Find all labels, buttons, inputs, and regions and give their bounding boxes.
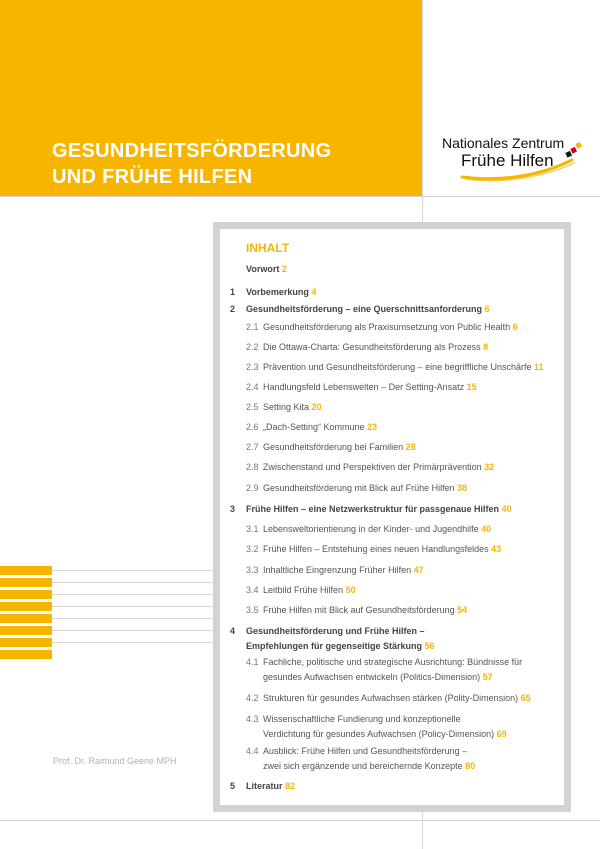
- toc-entry-title: Prävention und Gesundheitsförderung – eine begriffliche Unschärfe: [263, 362, 532, 372]
- toc-entry-title: Literatur: [246, 781, 283, 791]
- toc-entry-number: 2.2: [246, 342, 259, 352]
- toc-entry-number: 3.1: [246, 524, 259, 534]
- toc-card: [213, 222, 571, 812]
- toc-entry-title: Strukturen für gesundes Aufwachsen stärken (Polity-Dimension): [263, 693, 519, 703]
- toc-entry-page: 38: [457, 483, 468, 493]
- toc-entry-number: 2.1: [246, 322, 259, 332]
- toc-entry-title: Gesundheitsförderung bei Familien: [263, 442, 404, 452]
- toc-entry-title: „Dach-Setting“ Kommune: [263, 422, 365, 432]
- toc-entry-page: 8: [483, 342, 489, 352]
- toc-entry-title: Setting Kita: [263, 402, 310, 412]
- toc-entry-number: 4.1: [246, 657, 259, 667]
- toc-entry-title: Leitbild Frühe Hilfen: [263, 585, 344, 595]
- toc-entry-title: Frühe Hilfen – Entstehung eines neuen Handlungsfeldes: [263, 544, 489, 554]
- toc-entry-number: 4.2: [246, 693, 259, 703]
- logo-text-line2: Frühe Hilfen: [461, 151, 554, 170]
- stripe-line: [52, 618, 214, 619]
- toc-entry-number: 2.7: [246, 442, 259, 452]
- stripe: [0, 614, 52, 623]
- toc-entry-number: 3.5: [246, 605, 259, 615]
- toc-entry-title: zwei sich ergänzende und bereichernde Konzepte: [263, 761, 463, 771]
- toc-entry-number: 2.5: [246, 402, 259, 412]
- toc-entry-title: Zwischenstand und Perspektiven der Primärprävention: [263, 462, 482, 472]
- toc-entry-title: Lebensweltorientierung in der Kinder- und Jugendhilfe: [263, 524, 479, 534]
- stripe-line: [52, 630, 214, 631]
- toc-entry-page: 6: [484, 304, 490, 314]
- toc-entry-page: 82: [285, 781, 296, 791]
- toc-entry-number: 2.3: [246, 362, 259, 372]
- toc-entry-title: Handlungsfeld Lebenswelten – Der Setting-Ansatz: [263, 382, 465, 392]
- toc-entry-number: 4.4: [246, 746, 259, 756]
- toc-entry-title: Vorbemerkung: [246, 287, 309, 297]
- toc-entry-title: Frühe Hilfen mit Blick auf Gesundheitsförderung: [263, 605, 455, 615]
- toc-entry-number: 5: [230, 781, 236, 791]
- stripe: [0, 626, 52, 635]
- toc-entry-number: 3: [230, 504, 236, 514]
- toc-entry-page: 57: [482, 672, 493, 682]
- toc-entry-title: Die Ottawa-Charta: Gesundheitsförderung als Prozess: [263, 342, 481, 352]
- toc-entry-page: 47: [413, 565, 424, 575]
- stripe: [0, 638, 52, 647]
- toc-entry-title: Fachliche, politische und strategische Ausrichtung: Bündnisse für: [263, 657, 523, 667]
- toc-entry-number: 1: [230, 287, 236, 297]
- toc-entry-page: 69: [496, 729, 507, 739]
- grid-line: [0, 820, 600, 821]
- toc-entry-page: 28: [405, 442, 416, 452]
- stripe: [0, 590, 52, 599]
- toc-entry-page: 43: [491, 544, 502, 554]
- toc-entry-page: 11: [534, 362, 544, 372]
- stripe: [0, 602, 52, 611]
- title-block: [0, 0, 422, 196]
- toc-entry-title: Gesundheitsförderung und Frühe Hilfen –: [246, 626, 425, 636]
- cover-title-line2: UND FRÜHE HILFEN: [52, 166, 253, 188]
- stripe-line: [52, 582, 214, 583]
- stripe-line: [52, 642, 214, 643]
- toc-entry-title: Empfehlungen für gegenseitige Stärkung: [246, 641, 423, 651]
- cover-title: [52, 138, 331, 190]
- toc-entry-title: Inhaltliche Eingrenzung Früher Hilfen: [263, 565, 412, 575]
- toc-entry-title: Vorwort: [246, 264, 280, 274]
- toc-entry-page: 50: [345, 585, 356, 595]
- toc-entry-page: 80: [465, 761, 476, 771]
- toc-entry-page: 32: [484, 462, 495, 472]
- toc-entry-title: Frühe Hilfen – eine Netzwerkstruktur für passgenaue Hilfen: [246, 504, 500, 514]
- toc-entry-page: 56: [424, 641, 435, 651]
- toc-entry-number: 4.3: [246, 714, 259, 724]
- toc-entry-title: Gesundheitsförderung mit Blick auf Frühe Hilfen: [263, 483, 455, 493]
- toc-entry-page: 6: [512, 322, 518, 332]
- toc-entry-title: Wissenschaftliche Fundierung und konzeptionelle: [263, 714, 461, 724]
- grid-line: [422, 812, 423, 849]
- toc-entry-number: 2.8: [246, 462, 259, 472]
- toc-entry-title: Ausblick: Frühe Hilfen und Gesundheitsförderung –: [263, 746, 468, 756]
- grid-line: [0, 196, 600, 197]
- stripe-line: [52, 570, 214, 571]
- toc-entry-title: Verdichtung für gesundes Aufwachsen (Policy-Dimension): [263, 729, 495, 739]
- toc-entry-page: 54: [457, 605, 468, 615]
- toc-heading: INHALT: [246, 241, 290, 255]
- grid-line: [422, 0, 423, 222]
- stripe: [0, 566, 52, 575]
- toc-entry-title: Gesundheitsförderung als Praxisumsetzung von Public Health: [263, 322, 511, 332]
- toc-entry-page: 15: [466, 382, 477, 392]
- toc-entry-number: 2.6: [246, 422, 259, 432]
- toc-entry-number: 3.2: [246, 544, 259, 554]
- toc-entry-number: 2.4: [246, 382, 259, 392]
- toc-entry-number: 2: [230, 304, 236, 314]
- toc-entry-page: 20: [311, 402, 322, 412]
- toc-entry-number: 2.9: [246, 483, 259, 493]
- cover-title-line1: GESUNDHEITSFÖRDERUNG: [52, 140, 332, 162]
- toc-entry-number: 3.4: [246, 585, 259, 595]
- toc-entry-title: gesundes Aufwachsen entwickeln (Politics-Dimension): [263, 672, 481, 682]
- toc-entry-page: 65: [520, 693, 531, 703]
- stripe-line: [52, 606, 214, 607]
- toc-entry-page: 40: [501, 504, 512, 514]
- toc-entry-page: 2: [281, 264, 287, 274]
- nzfh-logo: [440, 132, 590, 182]
- logo-text-line1: Nationales Zentrum: [442, 135, 565, 151]
- stripe: [0, 578, 52, 587]
- toc-entry-title: Gesundheitsförderung – eine Querschnittsanforderung: [246, 304, 483, 314]
- stripe-line: [52, 594, 214, 595]
- toc-entry-page: 40: [481, 524, 492, 534]
- toc-entry-number: 4: [230, 626, 236, 636]
- stripe: [0, 650, 52, 659]
- toc-entry-page: 4: [311, 287, 317, 297]
- toc-entry-number: 3.3: [246, 565, 259, 575]
- author-name: Prof. Dr. Raimund Geene MPH: [53, 756, 177, 766]
- toc-entry-page: 23: [367, 422, 378, 432]
